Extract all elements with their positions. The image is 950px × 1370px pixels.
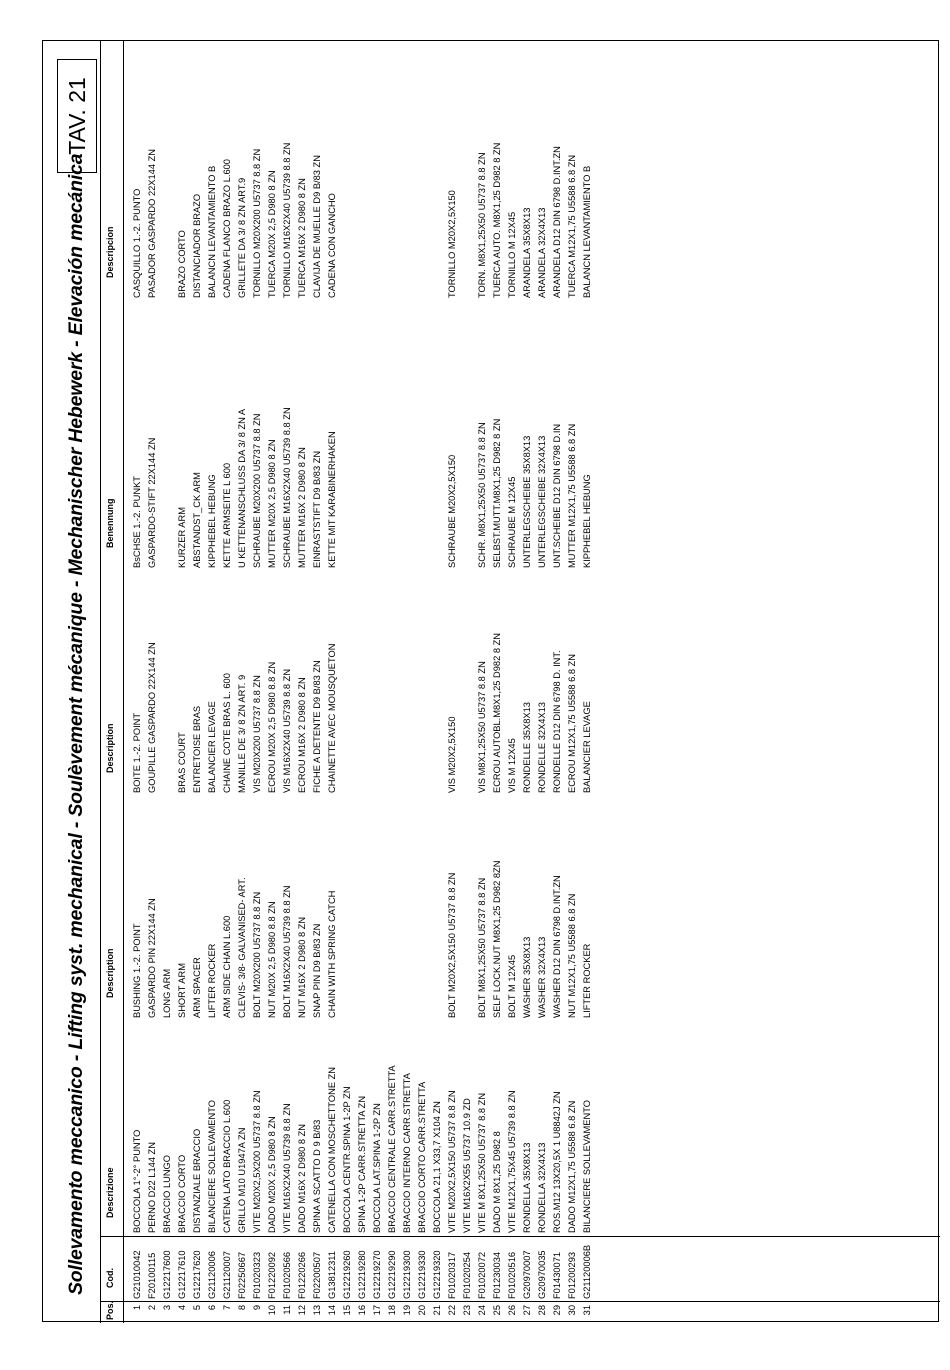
table-row <box>535 41 550 1323</box>
table-row <box>400 41 415 1323</box>
cell-it: DISTANZIALE BRACCIO <box>192 1128 202 1233</box>
page-frame <box>42 40 939 1322</box>
cell-pos: 31 <box>582 1305 592 1316</box>
cell-en: SNAP PIN D9 B/83 ZN <box>312 923 322 1018</box>
cell-en: NUT M16X 2 D980 8 ZN <box>297 916 307 1018</box>
cell-it: BOCCOLA CENTR.SPINA 1-2P ZN <box>342 1086 352 1233</box>
cell-pos: 20 <box>417 1305 427 1316</box>
cell-pos: 19 <box>402 1305 412 1316</box>
table-row <box>235 41 250 1323</box>
cell-it: VITE M16X2X55 U5737 10.9 ZD <box>462 1098 472 1233</box>
cell-de: KURZER ARM <box>177 507 187 568</box>
cell-en: LIFTER ROCKER <box>582 943 592 1018</box>
cell-fr: CHAINE COTE BRAS L. 600 <box>222 673 232 793</box>
cell-cod: G12219330 <box>417 1250 427 1299</box>
cell-de: EINRASTSTIFT D9 B/83 ZN <box>312 450 322 568</box>
cell-de: KIPPHEBEL HEBUNG <box>582 474 592 568</box>
rotated-sheet <box>43 41 940 1323</box>
cell-it: VITE M12X1,75X45 U5739 8.8 ZN <box>507 1090 517 1233</box>
cell-pos: 12 <box>297 1305 307 1316</box>
cell-fr: VIS M20X2,5X150 <box>447 716 457 793</box>
table-row <box>160 41 175 1323</box>
cell-cod: F01020254 <box>462 1251 472 1299</box>
column-header-es: Descripcion <box>105 226 115 278</box>
cell-en: BOLT M 12X45 <box>507 954 517 1018</box>
cell-de: KETTE MIT KARABINERHAKEN <box>327 431 337 568</box>
cell-it: DADO M20X 2,5 D980 8 ZN <box>267 1116 277 1233</box>
column-header-en: Description <box>105 948 115 998</box>
cell-fr: VIS M20X200 U5737 8.8 ZN <box>252 675 262 793</box>
cell-en: BOLT M16X2X40 U5739 8.8 ZN <box>282 885 292 1018</box>
cell-es: BALANCN LEVANTAMIENTO B <box>582 165 592 298</box>
cell-pos: 6 <box>207 1305 217 1311</box>
table-row <box>445 41 460 1323</box>
cell-en: GASPARDO PIN 22X144 ZN <box>147 898 157 1018</box>
cell-cod: F01220266 <box>297 1251 307 1299</box>
cell-en: SELF LOCK.NUT M8X1,25 D982 8ZN <box>492 860 502 1018</box>
table-row <box>145 41 160 1323</box>
cell-it: BRACCIO CORTO CARR.STRETTA <box>417 1081 427 1233</box>
page-title: Sollevamento meccanico - Lifting syst. mechanical - Soulèvement mécanique - Mechanischer Hebewerk - Elevación mecánica <box>65 153 87 1295</box>
cell-it: BILANCIERE SOLLEVAMENTO <box>582 1100 592 1233</box>
cell-cod: F01020317 <box>447 1251 457 1299</box>
cell-pos: 4 <box>177 1305 187 1311</box>
cell-de: KETTE ARMSEITE L 600 <box>222 462 232 568</box>
cell-en: BOLT M20X200 U5737 8.8 ZN <box>252 891 262 1018</box>
table-row <box>220 41 235 1323</box>
table-row <box>370 41 385 1323</box>
cell-de: BsCHSE 1.-2. PUNKT <box>132 476 142 568</box>
table-row <box>310 41 325 1323</box>
table-row <box>460 41 475 1323</box>
cell-pos: 26 <box>507 1305 517 1316</box>
cell-it: RONDELLA 32X4X13 <box>537 1142 547 1233</box>
cell-it: SPINA A SCATTO D 9 B/83 <box>312 1119 322 1233</box>
table-row <box>250 41 265 1323</box>
column-header-fr: Description <box>105 723 115 773</box>
cell-de: SCHRAUBE M20X2,5X150 <box>447 454 457 568</box>
cell-cod: G12217600 <box>162 1250 172 1299</box>
cell-pos: 2 <box>147 1305 157 1311</box>
cell-en: WASHER D12 DIN 6798 D.INT.ZN <box>552 875 562 1018</box>
cell-pos: 13 <box>312 1305 322 1316</box>
cell-de: SCHRAUBE M 12X45 <box>507 476 517 568</box>
cell-it: DADO M12X1,75 U5588 6.8 ZN <box>567 1100 577 1233</box>
cell-en: BOLT M8X1,25X50 U5737 8.8 ZN <box>477 877 487 1018</box>
table-row <box>490 41 505 1323</box>
cell-it: VITE M 8X1,25X50 U5737 8.8 ZN <box>477 1092 487 1233</box>
cell-cod: G20970035 <box>537 1250 547 1299</box>
cell-it: SPINA 1-2P CARR.STRETTA ZN <box>357 1095 367 1233</box>
cell-de: SELBST.MUTT.M8X1,25 D982 8 ZN <box>492 418 502 568</box>
cell-pos: 5 <box>192 1305 202 1311</box>
column-header-it: Descrizione <box>105 1167 115 1218</box>
cell-es: CLAVIJA DE MUELLE D9 B/83 ZN <box>312 155 322 298</box>
table-row <box>475 41 490 1323</box>
cell-pos: 21 <box>432 1305 442 1316</box>
table-row <box>550 41 565 1323</box>
cell-es: TORNILLO M20X200 U5737 8.8 ZN <box>252 148 262 298</box>
table-row <box>415 41 430 1323</box>
cell-en: WASHER 32X4X13 <box>537 936 547 1018</box>
cell-fr: FICHE A DETENTE D9 B/83 ZN <box>312 660 322 793</box>
cell-en: ARM SIDE CHAIN L.600 <box>222 915 232 1018</box>
cell-cod: F01020516 <box>507 1251 517 1299</box>
cell-it: CATENELLA CON MOSCHETTONE ZN <box>327 1067 337 1233</box>
cell-cod: F01430071 <box>552 1251 562 1299</box>
cell-de: SCHR. M8X1,25X50 U5737 8.8 ZN <box>477 422 487 568</box>
table-row <box>340 41 355 1323</box>
cell-es: PASADOR GASPARDO 22X144 ZN <box>147 149 157 298</box>
cell-it: BRACCIO LUNGO <box>162 1154 172 1233</box>
cell-es: BRAZO CORTO <box>177 230 187 298</box>
table-row <box>355 41 370 1323</box>
cell-cod: G21120007 <box>222 1251 232 1299</box>
cell-pos: 22 <box>447 1305 457 1316</box>
cell-it: VITE M20X2,5X200 U5737 8.8 ZN <box>252 1090 262 1233</box>
table-row <box>130 41 145 1323</box>
cell-cod: G12219290 <box>387 1250 397 1299</box>
cell-pos: 30 <box>567 1305 577 1316</box>
cell-cod: G12219320 <box>432 1250 442 1299</box>
cell-it: BILANCIERE SOLLEVAMENTO <box>207 1100 217 1233</box>
cell-pos: 17 <box>372 1305 382 1316</box>
cell-es: TUERCA M20X 2,5 D980 8 ZN <box>267 170 277 298</box>
cell-cod: G12219260 <box>342 1250 352 1299</box>
cell-cod: G12217620 <box>192 1250 202 1299</box>
cell-en: CHAIN WITH SPRING CATCH <box>327 890 337 1018</box>
cell-es: ARANDELA 32X4X13 <box>537 207 547 298</box>
table-row <box>175 41 190 1323</box>
cell-es: CADENA FLANCO BRAZO L.600 <box>222 159 232 298</box>
cell-de: GASPARDO-STIFT 22X144 ZN <box>147 437 157 568</box>
cell-fr: GOUPILLE GASPARDO 22X144 ZN <box>147 642 157 793</box>
cell-es: GRILLETE DA 3/ 8 ZN ART.9 <box>237 177 247 298</box>
cell-cod: G20970007 <box>522 1250 532 1299</box>
cell-fr: VIS M8X1,25X50 U5737 8.8 ZN <box>477 661 487 793</box>
cell-de: ABSTANDST_CK ARM <box>192 472 202 568</box>
cell-pos: 16 <box>357 1305 367 1316</box>
table-number-box: TAV. 21 <box>57 59 97 173</box>
cell-cod: G12217610 <box>177 1250 187 1299</box>
cell-pos: 10 <box>267 1305 277 1316</box>
cell-cod: F02250667 <box>237 1251 247 1299</box>
cell-pos: 1 <box>132 1305 142 1311</box>
cell-en: ARM SPACER <box>192 957 202 1018</box>
cell-de: MUTTER M12X1,75 U5588 6.8 ZN <box>567 423 577 568</box>
cell-pos: 29 <box>552 1305 562 1316</box>
cell-pos: 14 <box>327 1305 337 1316</box>
cell-fr: ECROU M16X 2 D980 8 ZN <box>297 677 307 793</box>
cell-en: NUT M20X 2,5 D980 8.8 ZN <box>267 901 277 1018</box>
table-row <box>430 41 445 1323</box>
cell-es: ARANDELA 35X8X13 <box>522 207 532 298</box>
cell-cod: G12219280 <box>357 1250 367 1299</box>
cell-fr: RONDELLE D12 DIN 6798 D. INT. <box>552 650 562 793</box>
cell-pos: 24 <box>477 1305 487 1316</box>
cell-de: SCHRAUBE M16X2X40 U5739 8.8 ZN <box>282 407 292 568</box>
cell-pos: 23 <box>462 1305 472 1316</box>
parts-table <box>130 41 595 1323</box>
cell-en: BUSHING 1.-2. POINT <box>132 923 142 1018</box>
cell-de: UNTERLEGSCHEIBE 35X8X13 <box>522 435 532 568</box>
cell-cod: F01020323 <box>252 1251 262 1299</box>
cell-pos: 15 <box>342 1305 352 1316</box>
cell-cod: F01230034 <box>492 1251 502 1299</box>
cell-it: BOCCOLA 21,1 X33,7 X104 ZN <box>432 1101 442 1233</box>
column-header-de: Benennung <box>105 498 115 548</box>
cell-de: KIPPHEBEL HEBUNG <box>207 474 217 568</box>
cell-es: TUERCA AUTO. M8X1,25 D982 8 ZN <box>492 142 502 298</box>
cell-de: UNT.SCHEIBE D12 DIN 6798 D.IN <box>552 423 562 568</box>
cell-cod: F01020566 <box>282 1251 292 1299</box>
table-row <box>580 41 595 1323</box>
cell-it: BRACCIO CENTRALE CARR.STRETTA <box>387 1065 397 1233</box>
header-rule-top <box>100 41 101 1323</box>
table-row <box>385 41 400 1323</box>
cell-cod: G12219270 <box>372 1250 382 1299</box>
cell-en: LIFTER ROCKER <box>207 943 217 1018</box>
cell-pos: 3 <box>162 1305 172 1311</box>
cell-pos: 25 <box>492 1305 502 1316</box>
cell-de: SCHRAUBE M20X200 U5737 8.8 ZN <box>252 413 262 568</box>
cell-it: VITE M20X2,5X150 U5737 8.8 ZN <box>447 1090 457 1233</box>
cell-cod: G21120006 <box>207 1251 217 1299</box>
cell-de: MUTTER M20X 2,5 D980 8 ZN <box>267 439 277 568</box>
table-row <box>520 41 535 1323</box>
cell-fr: ECROU M20X 2,5 D980 8.8 ZN <box>267 661 277 793</box>
table-row <box>565 41 580 1323</box>
table-row <box>265 41 280 1323</box>
cell-cod: G13812311 <box>327 1251 337 1299</box>
cell-es: TUERCA M16X 2 D980 8 ZN <box>297 178 307 298</box>
cell-cod: F01020072 <box>477 1251 487 1299</box>
table-row <box>205 41 220 1323</box>
cell-fr: VIS M 12X45 <box>507 738 517 793</box>
cell-it: CATENA LATO BRACCIO L.600 <box>222 1099 232 1233</box>
table-row <box>280 41 295 1323</box>
cell-en: BOLT M20X2,5X150 U5737 8.8 ZN <box>447 872 457 1018</box>
cell-cod: G12219300 <box>402 1250 412 1299</box>
cell-en: SHORT ARM <box>177 963 187 1018</box>
column-header-cod: Cod. <box>105 1268 115 1288</box>
table-row <box>190 41 205 1323</box>
cell-it: ROS.M12 13X20,5X 1 U8842J ZN <box>552 1091 562 1233</box>
cell-fr: RONDELLE 35X8X13 <box>522 702 532 793</box>
cell-es: CADENA CON GANCHO <box>327 193 337 298</box>
cell-pos: 11 <box>282 1305 292 1315</box>
cell-fr: MANILLE DE 3/ 8 ZN ART. 9 <box>237 674 247 793</box>
header-rule-bottom <box>123 41 124 1323</box>
cell-fr: ECROU AUTOBL.M8X1,25 D982 8 ZN <box>492 632 502 793</box>
cell-fr: CHAINETTE AVEC MOUSQUETON <box>327 643 337 793</box>
cell-pos: 7 <box>222 1305 232 1311</box>
cell-es: ARANDELA D12 DIN 6798 D.INT.ZN <box>552 146 562 298</box>
column-header-pos: Pos. <box>105 1300 115 1320</box>
cell-de: U KETTENANSCHLUSS DA 3/ 8 ZN A <box>237 408 247 568</box>
cell-en: NUT M12X1,75 U5588 6.8 ZN <box>567 893 577 1018</box>
cell-it: DADO M16X 2 D980 8 ZN <box>297 1123 307 1233</box>
cell-pos: 28 <box>537 1305 547 1316</box>
cell-fr: ENTRETOISE BRAS <box>192 705 202 793</box>
cell-fr: BALANCIER LEVAGE <box>582 701 592 793</box>
cell-it: BOCCOLA LAT.SPINA 1-2P ZN <box>372 1103 382 1233</box>
table-row <box>325 41 340 1323</box>
cell-fr: RONDELLE 32X4X13 <box>537 702 547 793</box>
cell-es: TUERCA M12X1,75 U5588 6.8 ZN <box>567 154 577 298</box>
cell-de: UNTERLEGSCHEIBE 32X4X13 <box>537 435 547 568</box>
cell-fr: BRAS COURT <box>177 732 187 793</box>
cell-it: BOCCOLA 1°-2° PUNTO <box>132 1129 142 1233</box>
cell-fr: VIS M16X2X40 U5739 8.8 ZN <box>282 668 292 793</box>
table-row <box>505 41 520 1323</box>
cell-en: WASHER 35X8X13 <box>522 936 532 1018</box>
cell-fr: BALANCIER LEVAGE <box>207 701 217 793</box>
cell-cod: F20100115 <box>147 1252 157 1299</box>
cell-cod: G21120006B <box>582 1244 592 1299</box>
cell-cod: G21010042 <box>132 1250 142 1299</box>
cell-cod: F01220092 <box>267 1251 277 1299</box>
table-row <box>295 41 310 1323</box>
cell-es: CASQUILLO 1.-2. PUNTO <box>132 188 142 298</box>
cell-pos: 18 <box>387 1305 397 1316</box>
cell-fr: ECROU M12X1,75 U5588 6.8 ZN <box>567 654 577 793</box>
cell-it: GRILLO M10 U1947A ZN <box>237 1127 247 1233</box>
cell-pos: 27 <box>522 1305 532 1316</box>
cell-cod: F01200293 <box>567 1251 577 1299</box>
cell-es: DISTANCIADOR BRAZO <box>192 193 202 298</box>
cell-fr: BOITE 1.-2. POINT <box>132 712 142 793</box>
cell-it: BRACCIO INTERNO CARR.STRETTA <box>402 1073 412 1233</box>
cell-es: TORNILLO M16X2X40 U5739 8.8 ZN <box>282 142 292 298</box>
cell-cod: F02200507 <box>312 1251 322 1299</box>
cell-es: TORNILLO M20X2,5X150 <box>447 190 457 298</box>
cell-de: MUTTER M16X 2 D980 8 ZN <box>297 447 307 568</box>
cell-pos: 9 <box>252 1305 262 1311</box>
cell-es: TORN. M8X1,25X50 U5737 8.8 ZN <box>477 152 487 298</box>
cell-pos: 8 <box>237 1305 247 1311</box>
cell-en: LONG ARM <box>162 968 172 1018</box>
cell-it: BRACCIO CORTO <box>177 1154 187 1233</box>
cell-it: RONDELLA 35X8X13 <box>522 1142 532 1233</box>
cell-it: DADO M 8X1,25 D982 8 <box>492 1131 502 1233</box>
cell-es: BALANCN LEVANTAMIENTO B <box>207 165 217 298</box>
cell-en: CLEVIS- 3/8- GALVANISED- ART. <box>237 877 247 1018</box>
cell-it: PERNO D22 L144 ZN <box>147 1142 157 1233</box>
cell-it: VITE M16X2X40 U5739 8.8 ZN <box>282 1103 292 1233</box>
cell-es: TORNILLO M 12X45 <box>507 211 517 298</box>
